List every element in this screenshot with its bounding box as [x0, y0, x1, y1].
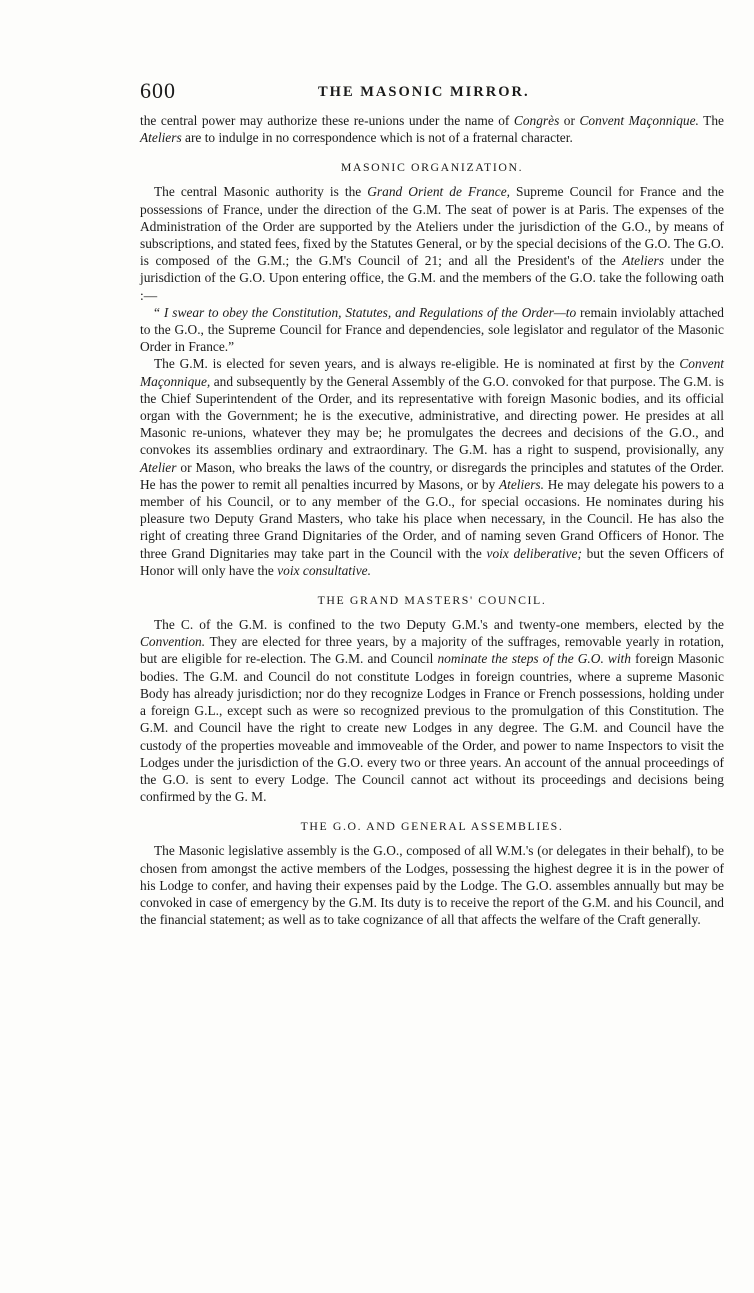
organization-paragraph-1: The central Masonic authority is the Grand Orient de France, Supreme Council for France and the possessions of France, under the direction of the G.M. The seat of power is at Paris. The expenses of the Administration of the Order are supported by the Ateliers under the jurisdiction of the G.O., by means of subscriptions, and stated fees, fixed by the Statutes General, or by the special decisions of the G.O. The G.O. is composed of the G.M.; the G.M's Council of 21; and all the President's of the Ateliers under the jurisdiction of the G.O. Upon entering office, the G.M. and the members of the G.O. take the following oath :—: [140, 184, 725, 303]
organization-paragraph-2: The G.M. is elected for seven years, and is always re-eligible. He is nominated at first by the Convent Maçonnique, and subsequently by the General Assembly of the G.O. convoked for that purpose. The G.M. is the Chief Superintendent of the Order, and its representative with foreign Masonic bodies, and its official organ with the Government; he is the executive, administrative, and directing power. He presides at all Masonic re-unions, whatever they may be; he promulgates the decrees and decisions of the G.O., and convokes its assemblies ordinary and extraordinary. The G.M. has a right to suspend, provisionally, any Atelier or Mason, who breaks the laws of the country, or disregards the principles and statutes of the Order. He has the power to remit all penalties incurred by Masons, or by Ateliers. He may delegate his powers to a member of his Council, or to any member of the G.O., for special occasions. He nominates during his pleasure two Deputy Grand Masters, who take his place when necessary, in the Council. He has also the right of creating three Grand Dignitaries of the Order, and of naming seven Grand Officers of Honor. The three Grand Dignitaries may take part in the Council with the voix deliberative; but the seven Officers of Honor will only have the voix consultative.: [140, 356, 724, 578]
intro-paragraph: the central power may authorize these re-unions under the name of Congrès or Convent Maçonnique. The Ateliers are to indulge in no correspondence which is not of a fraternal character.: [140, 113, 724, 146]
section-heading-council: THE GRAND MASTERS' COUNCIL.: [317, 593, 547, 608]
council-paragraph: The C. of the G.M. is confined to the two Deputy G.M.'s and twenty-one members, elected by the Convention. They are elected for three years, by a majority of the suffrages, removable yearly in rotation, but are eligible for re-election. The G.M. and Council nominate the steps of the G.O. with foreign Masonic bodies. The G.M. and Council do not constitute Lodges in foreign countries, where a supreme Masonic Body has already jurisdiction; nor do they recognize Lodges in France or French possessions, holding under a foreign G.L., except such as were so recognized previous to the promulgation of this Constitution. The G.M. and Council have the right to create new Lodges in any degree. The G.M. and Council have the custody of the properties moveable and immoveable of the Order, and power to name Inspectors to visit the Lodges under the jurisdiction of the G.O. every two or three years. An account of the annual proceedings of the G.O. is sent to every Lodge. The Council cannot act without its proceedings and decisions being confirmed by the G. M.: [140, 617, 724, 805]
running-title: THE MASONIC MIRROR.: [318, 84, 530, 100]
assemblies-paragraph: The Masonic legislative assembly is the G.O., composed of all W.M.'s (or delegates in their behalf), to be chosen from amongst the active members of the Lodges, possessing the highest degree it is in the power of his Lodge to confer, and having their expenses paid by the Lodge. The G.O. assembles annually but may be convoked in case of emergency by the G.M. Its duty is to receive the report of the G.M. and his Council, and the financial statement; as well as to take cognizance of all that affects the welfare of the Craft generally.: [140, 843, 724, 928]
document-page: [140, 78, 724, 928]
section-heading-organization: MASONIC ORGANIZATION.: [340, 160, 524, 175]
page-header: [140, 78, 724, 112]
oath-quote: “ I swear to obey the Constitution, Statutes, and Regulations of the Order—to remain inviolably attached to the G.O., the Supreme Council for France and dependencies, sole legislator and regulator of the Masonic Order in France.”: [140, 304, 724, 355]
page-number: 600: [140, 78, 176, 103]
section-heading-assemblies: THE G.O. AND GENERAL ASSEMBLIES.: [300, 819, 564, 834]
